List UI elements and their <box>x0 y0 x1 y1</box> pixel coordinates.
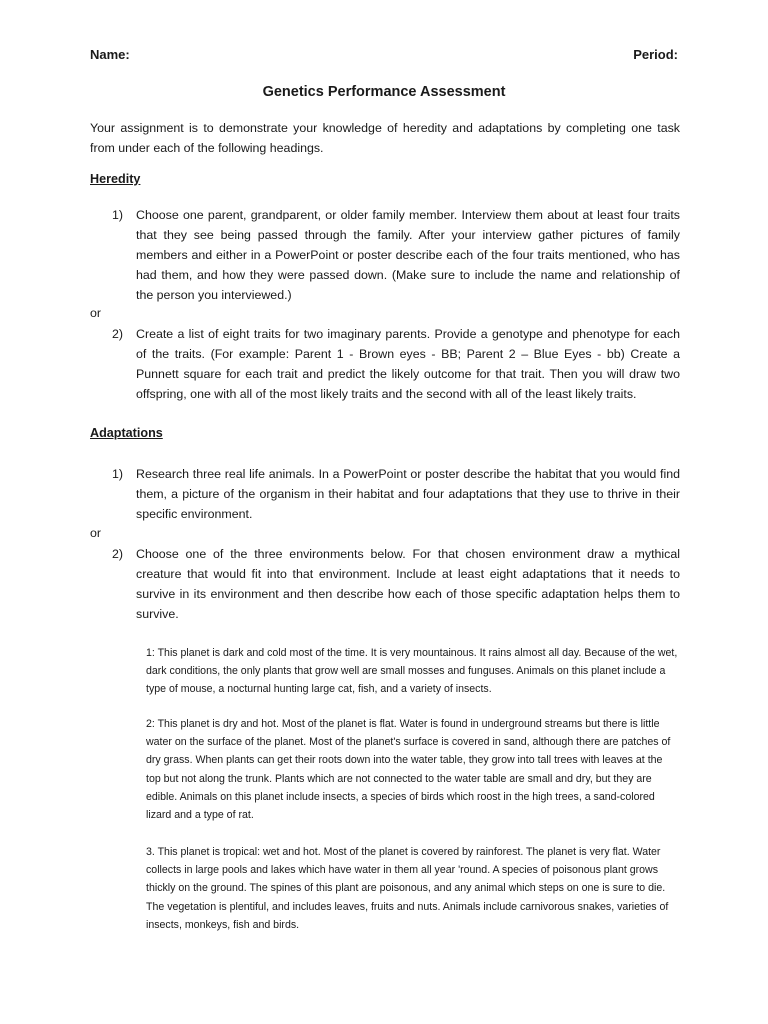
list-number: 2) <box>112 327 124 341</box>
environment-1: 1: This planet is dark and cold most of the time. It is very mountainous. It rains almost all day. Because of the wet, dark conditions, the only plants that grow well are small mosses and funguses. Animals on this planet include a type of mouse, a nocturnal hunting large cat, fish, and a variety of insects. <box>146 647 678 696</box>
adaptations-task-1 <box>112 464 680 524</box>
intro-paragraph: Your assignment is to demonstrate your knowledge of heredity and adaptations by completing one task from under each of the following headings. <box>90 121 680 155</box>
list-number: 1) <box>112 208 124 222</box>
task-text: Create a list of eight traits for two imaginary parents. Provide a genotype and phenotype for each of the traits. (For example: Parent 1 - Brown eyes - BB; Parent 2 – Blue Eyes - bb) Create a Punnett square for each trait and predict the likely outcome for that trait. Then you will draw two offspring, one with all of the most likely traits and the second with all of the least likely traits. <box>136 327 680 401</box>
heredity-task-1 <box>112 205 680 305</box>
heredity-heading: Heredity <box>90 172 141 186</box>
header-row <box>90 47 678 62</box>
task-text: Choose one parent, grandparent, or older family member. Interview them about at least four traits that they see being passed through the family. After your interview gather pictures of family members and either in a PowerPoint or poster describe each of the four traits mentioned, who has had them, and how they were passed down. (Make sure to include the name and relationship of the person you interviewed.) <box>136 208 680 302</box>
task-text: Research three real life animals. In a PowerPoint or poster describe the habitat that you would find them, a picture of the organism in their habitat and four adaptations that they use to thrive in their specific environment. <box>136 467 680 521</box>
or-separator: or <box>90 306 102 320</box>
name-label: Name: <box>90 47 130 62</box>
environment-3: 3. This planet is tropical: wet and hot. Most of the planet is covered by rainforest. The planet is very flat. Water collects in large pools and lakes which have water in them all year 'round. A species of poisonous plant grows thickly on the ground. The spines of this plant are poisonous, and any animal which steps on one is sure to die. The vegetation is plentiful, and includes leaves, fruits and nuts. Animals include carnivorous snakes, varieties of insects, monkeys, fish and birds. <box>146 846 669 931</box>
task-text: Choose one of the three environments below. For that chosen environment draw a mythical creature that would fit into that environment. Include at least eight adaptations that it needs to survive in its environment and then describe how each of those specific adaptation helps them to survive. <box>136 547 680 621</box>
document-title: Genetics Performance Assessment <box>262 84 506 100</box>
or-separator: or <box>90 526 102 540</box>
list-number: 2) <box>112 547 124 561</box>
environment-2: 2: This planet is dry and hot. Most of the planet is flat. Water is found in underground streams but there is little water on the surface of the planet. Most of the planet's surface is covered in sand, although there are patches of dry grass. When plants can get their roots down into the water table, they grow into tall trees with leaves at the top but not along the trunk. Plants which are not connected to the water table are small and dry, but they are edible. Animals on this planet include insects, a species of birds which roost in the high trees, a sand-colored lizard and a type of rat. <box>146 718 671 822</box>
adaptations-heading: Adaptations <box>90 426 163 440</box>
period-label: Period: <box>633 47 678 62</box>
adaptations-task-2 <box>112 544 680 624</box>
list-number: 1) <box>112 467 124 481</box>
heredity-task-2 <box>112 324 680 404</box>
